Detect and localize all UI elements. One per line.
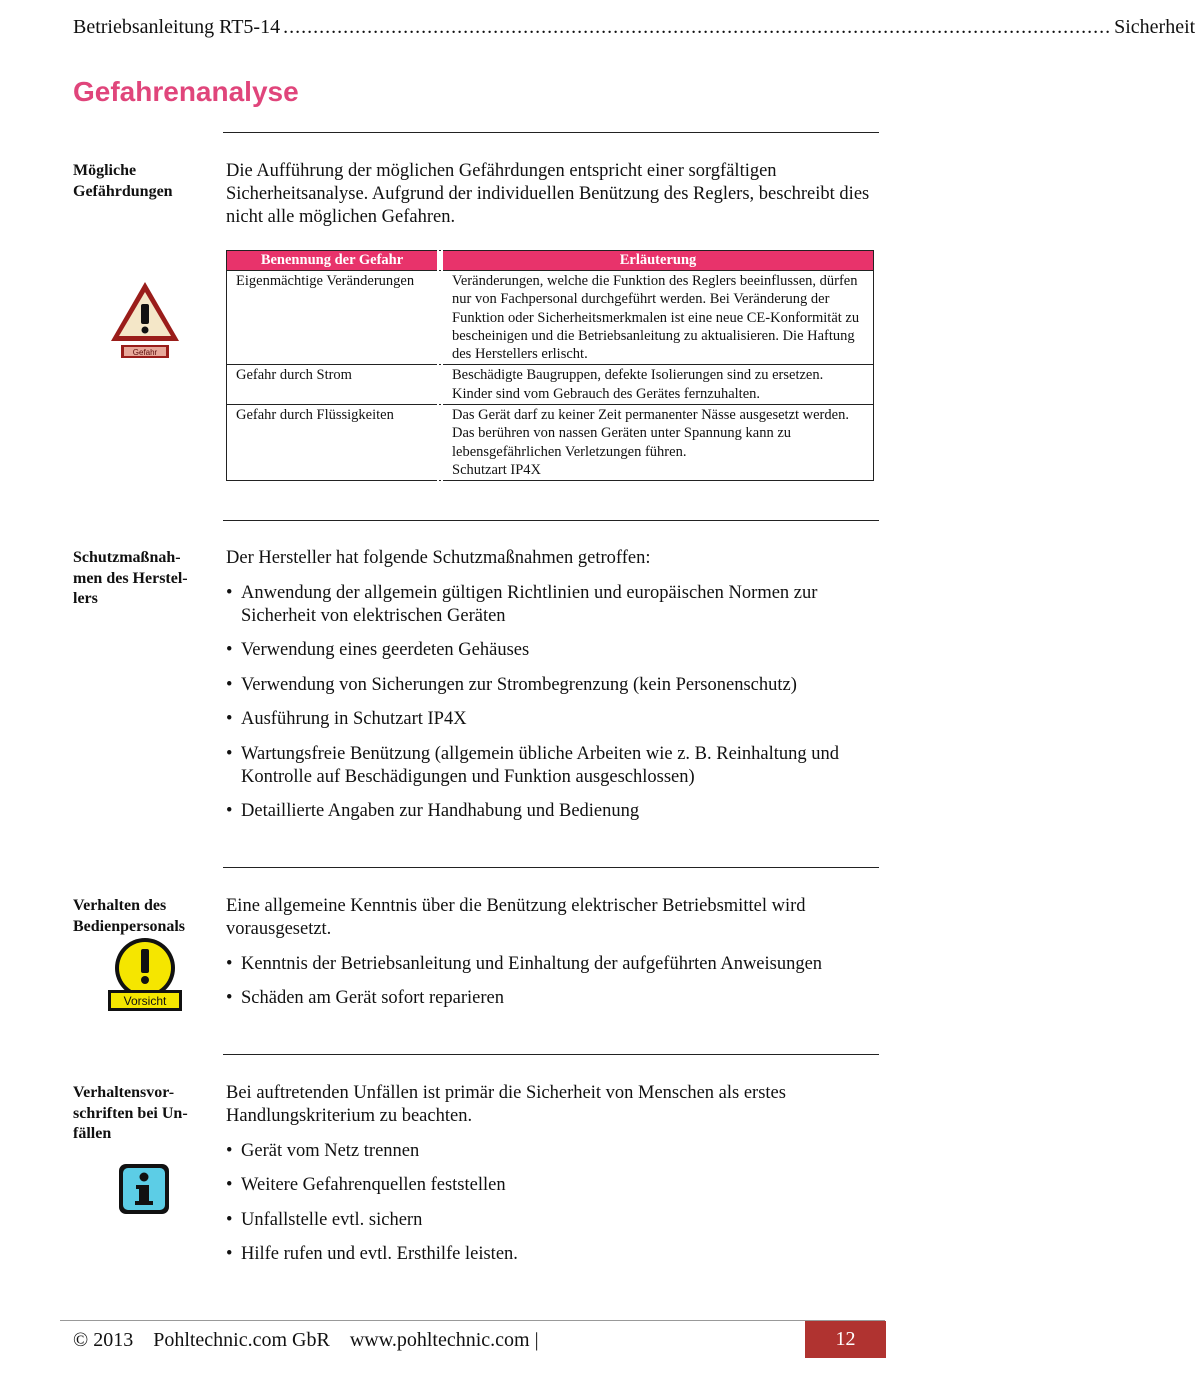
page-number: 12 <box>805 1321 886 1358</box>
section2-content <box>226 547 876 835</box>
warning-triangle-icon <box>108 279 182 361</box>
header-doc-title: Betriebsanleitung RT5-14 <box>73 16 281 38</box>
hazard-name: Eigenmächtige Veränderungen <box>227 271 439 365</box>
table-header: Erläuterung <box>442 251 874 271</box>
table-row <box>227 365 874 405</box>
list-item: • Ausführung in Schutzart IP4X <box>226 708 876 731</box>
section2-heading-line: lers <box>73 590 98 607</box>
section4-intro: Bei auftretenden Unfällen ist primär die Sicherheit von Menschen als erstes Handlungskriterium zu beachten. <box>226 1083 786 1126</box>
section4-heading <box>73 1083 208 1145</box>
section4-heading-line: Verhaltensvor- <box>73 1084 175 1101</box>
section-divider <box>223 1054 879 1055</box>
vorsicht-label: Vorsicht <box>123 994 167 1008</box>
page-title: Gefahrenanalyse <box>73 76 299 107</box>
list-item: • Unfallstelle evtl. sichern <box>226 1209 876 1232</box>
gefahr-label: Gefahr <box>132 348 158 357</box>
header-leader-dots: .......................................................................................................................................... <box>283 16 1112 38</box>
section1-intro: Die Aufführung der möglichen Gefährdungen entspricht einer sorgfältigen Sicherheitsanalyse. Aufgrund der individuellen Benützung des Reglers, beschreibt dies nicht alle möglichen Gefahren. <box>226 161 870 227</box>
header-section-name: Sicherheit <box>1114 16 1195 38</box>
section1-heading-line: Mögliche <box>73 162 137 179</box>
list-item: • Weitere Gefahrenquellen feststellen <box>226 1174 876 1197</box>
section4-heading-line: schriften bei Un- <box>73 1104 188 1122</box>
list-item: • Anwendung der allgemein gültigen Richtlinien und europäischen Normen zur Sicherheit von elektrischen Geräten <box>226 582 876 628</box>
list-item: • Gerät vom Netz trennen <box>226 1140 876 1163</box>
table-header: Benennung der Gefahr <box>227 251 439 271</box>
section-divider <box>223 520 879 521</box>
hazard-description <box>442 405 874 481</box>
hazard-name: Gefahr durch Strom <box>227 365 439 405</box>
running-header <box>73 14 1195 40</box>
table-row <box>227 405 874 481</box>
section-divider <box>223 867 879 868</box>
section2-heading <box>73 548 208 610</box>
operator-behaviour-list <box>226 953 876 1011</box>
section1-heading-line: Gefährdungen <box>73 182 173 200</box>
hazard-description-text: Das Gerät darf zu keiner Zeit permanenter Nässe ausgesetzt werden. Das berühren von nassen Geräten unter Spannung kann zu lebensgefährlichen Verletzungen führen. <box>452 407 849 460</box>
section2-heading-line: Schutzmaßnah- <box>73 549 181 566</box>
list-item: • Kenntnis der Betriebsanleitung und Einhaltung der aufgeführten Anweisungen <box>226 953 876 976</box>
section4-content <box>226 1082 876 1278</box>
section2-heading-line: men des Herstel- <box>73 569 188 587</box>
info-icon <box>118 1163 170 1215</box>
section4-heading-line: fällen <box>73 1125 112 1142</box>
hazard-name: Gefahr durch Flüssigkeiten <box>227 405 439 481</box>
accident-rules-list <box>226 1140 876 1267</box>
section3-content <box>226 895 876 1022</box>
list-item: • Hilfe rufen und evtl. Ersthilfe leisten. <box>226 1243 876 1266</box>
caution-exclamation-icon <box>106 937 184 1013</box>
section3-intro: Eine allgemeine Kenntnis über die Benützung elektrischer Betriebsmittel wird vorausgesetzt. <box>226 896 806 939</box>
hazard-description-protection: Schutzart IP4X <box>452 461 541 478</box>
hazard-table <box>226 250 874 481</box>
section1-heading <box>73 161 208 202</box>
list-item: • Detaillierte Angaben zur Handhabung und Bedienung <box>226 800 876 823</box>
list-item: • Verwendung eines geerdeten Gehäuses <box>226 639 876 662</box>
section2-intro: Der Hersteller hat folgende Schutzmaßnahmen getroffen: <box>226 548 651 568</box>
hazard-description: Veränderungen, welche die Funktion des Reglers beeinflussen, dürfen nur von Fachpersonal durchgeführt werden. Bei Veränderung der Funktion oder Sicherheitsmerkmalen ist eine neue CE-Konformität zu bescheinigen und die Betriebsanleitung zu aktualisieren. Die Haftung des Herstellers erlischt. <box>442 271 874 365</box>
list-item: • Wartungsfreie Benützung (allgemein übliche Arbeiten wie z. B. Reinhaltung und Kontrolle auf Beschädigungen und Funktion ausgeschlossen) <box>226 743 876 789</box>
list-item: • Schäden am Gerät sofort reparieren <box>226 987 876 1010</box>
hazard-description: Beschädigte Baugruppen, defekte Isolierungen sind zu ersetzen. Kinder sind vom Gebrauch des Gerätes fernzuhalten. <box>442 365 874 405</box>
footer-divider <box>60 1320 885 1321</box>
section3-heading <box>73 896 208 937</box>
section3-heading-line: Bedienpersonals <box>73 917 186 935</box>
section3-heading-line: Verhalten des <box>73 897 167 914</box>
table-row <box>227 271 874 365</box>
section-divider <box>223 132 879 133</box>
list-item: • Verwendung von Sicherungen zur Strombegrenzung (kein Personenschutz) <box>226 674 876 697</box>
protection-measures-list <box>226 582 876 824</box>
footer-copyright: © 2013 Pohltechnic.com GbR www.pohltechnic.com | <box>73 1329 539 1351</box>
